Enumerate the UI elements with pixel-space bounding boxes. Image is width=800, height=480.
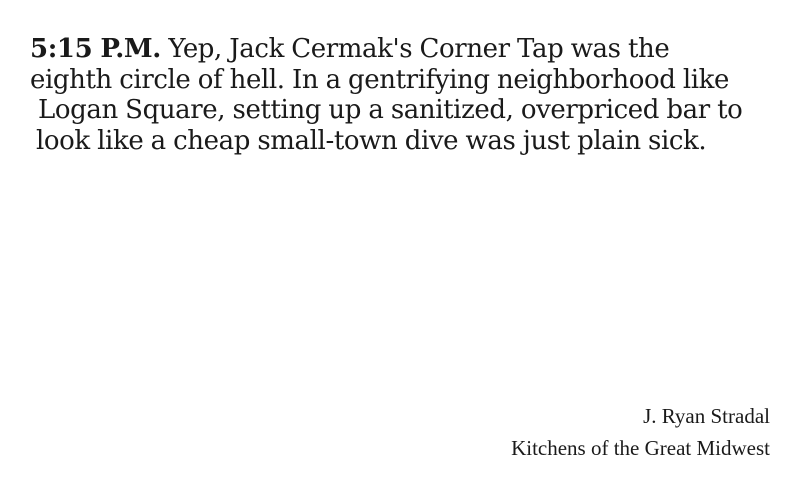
book-title: Kitchens of the Great Midwest xyxy=(511,436,770,460)
quote-line-3: Logan Square, setting up a sanitized, overpriced bar to xyxy=(38,95,743,125)
attribution xyxy=(511,400,770,464)
quote-line-1-text: Yep, Jack Cermak's Corner Tap was the xyxy=(160,34,670,64)
quote-text xyxy=(30,34,775,156)
quote-timestamp: 5:15 P.M. xyxy=(30,34,161,64)
quote-line-2: eighth circle of hell. In a gentrifying neighborhood like xyxy=(30,64,730,95)
author-name: J. Ryan Stradal xyxy=(643,404,770,428)
quote-line-4: look like a cheap small-town dive was just plain sick. xyxy=(36,125,707,156)
quote-line-1 xyxy=(30,34,775,65)
